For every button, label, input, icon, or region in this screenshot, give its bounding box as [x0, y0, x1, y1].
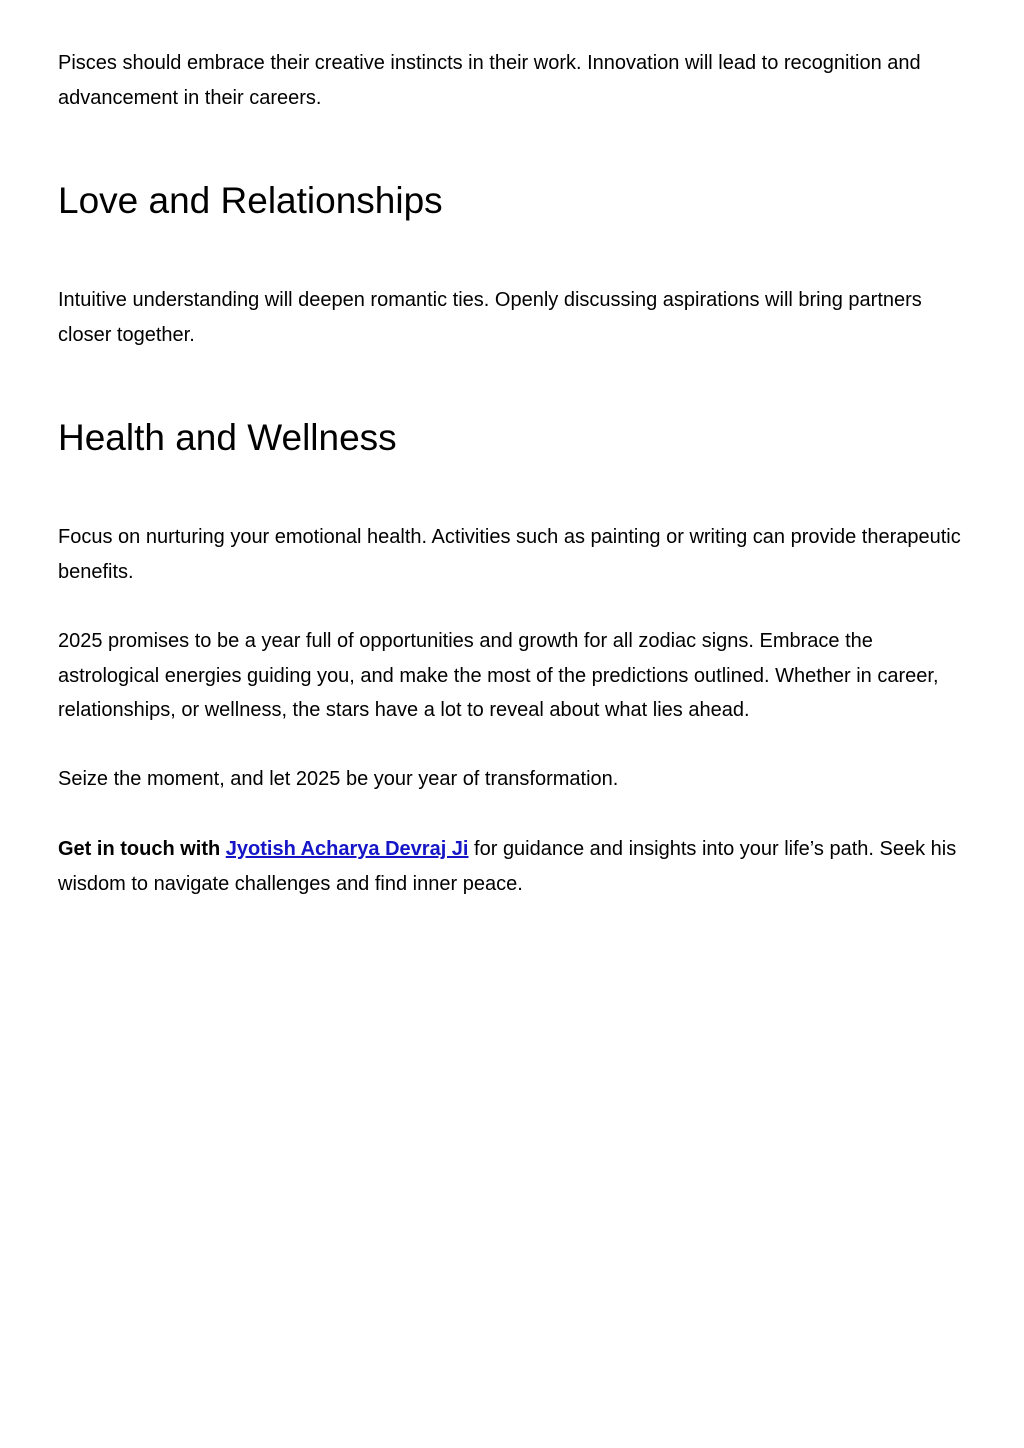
- conclusion-paragraph: 2025 promises to be a year full of opportunities and growth for all zodiac signs. Embrace the astrological energies guiding you, and make the most of the predictions outlined. Whether in career, relationships, or wellness, the stars have a lot to reveal about what lies ahead.: [58, 630, 939, 722]
- love-relationships-heading: Love and Relationships: [58, 180, 443, 221]
- health-wellness-heading: Health and Wellness: [58, 417, 397, 458]
- health-paragraph: Focus on nurturing your emotional health. Activities such as painting or writing can provide therapeutic benefits.: [58, 526, 961, 583]
- contact-lead: Get in touch with: [58, 838, 226, 860]
- career-paragraph: Pisces should embrace their creative instincts in their work. Innovation will lead to recognition and advancement in their careers.: [58, 52, 921, 109]
- contact-paragraph: [58, 832, 968, 901]
- jyotish-acharya-link[interactable]: Jyotish Acharya Devraj Ji: [225, 838, 469, 860]
- closing-paragraph: Seize the moment, and let 2025 be your year of transformation.: [58, 768, 619, 790]
- contact-rest: for guidance and insights into your life’s path. Seek his wisdom to navigate challenges and find inner peace.: [58, 838, 957, 895]
- love-paragraph: Intuitive understanding will deepen romantic ties. Openly discussing aspirations will bring partners closer together.: [58, 289, 922, 346]
